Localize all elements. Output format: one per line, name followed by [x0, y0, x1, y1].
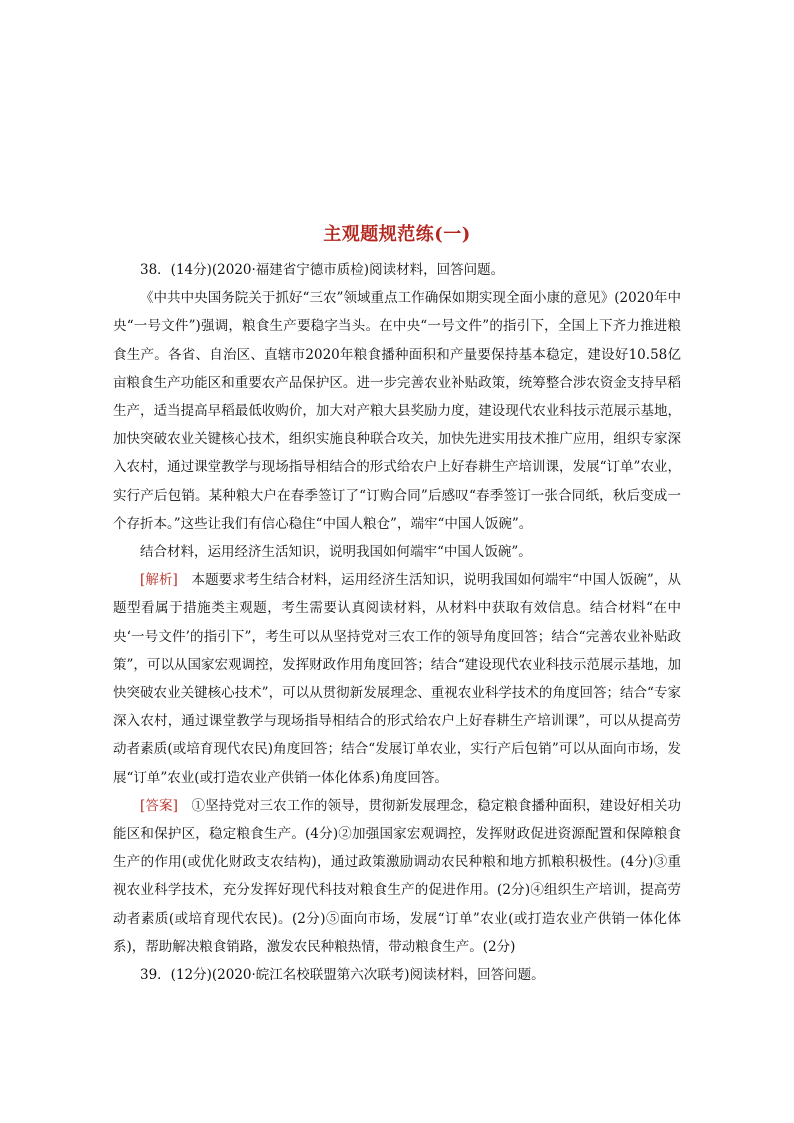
question-39-header: 39．(12分)(2020·皖江名校联盟第六次联考)阅读材料，回答问题。: [140, 967, 545, 984]
document-body: [113, 256, 681, 989]
page-title: 主观题规范练(一): [323, 224, 471, 245]
answer-paragraph: [113, 792, 681, 961]
answer-text: ①坚持党对三农工作的领导，贯彻新发展理念，稳定粮食播种面积，建设好相关功能区和保护区，稳定粮食生产。(4分)②加强国家宏观调控，发挥财政促进资源配置和保障粮食生产的作用(或优化财政支农结构)，通过政策激励调动农民种粮和地方抓粮积极性。(4分)③重视农业科学技术，充分发挥好现代科技对粮食生产的促进作用。(2分)④组织生产培训，提高劳动者素质(或培育现代农民)。(2分)⑤面向市场，发展“订单”农业(或打造农业产供销一体化体系)，帮助解决粮食销路，激发农民种粮热情，带动粮食生产。(2分): [113, 797, 682, 955]
answer-tag: [答案]: [140, 797, 178, 814]
analysis-tag: [解析]: [140, 572, 178, 589]
analysis-text: 本题要求考生结合材料，运用经济生活知识，说明我国如何端牢“中国人饭碗”，从题型看属于措施类主观题，考生需要认真阅读材料，从材料中获取有效信息。结合材料“在中央‘一号文件’的指引下”，考生可以从坚持党对三农工作的领导角度回答；结合“完善农业补贴政策”，可以从国家宏观调控，发挥财政作用角度回答；结合“建设现代农业科技示范展示基地，加快突破农业关键核心技术”，可以从贯彻新发展理念、重视农业科学技术的角度回答；结合“专家深入农村，通过课堂教学与现场指导相结合的形式给农户上好春耕生产培训课”，可以从提高劳动者素质(或培育现代农民)角度回答；结合“发展订单农业，实行产后包销”可以从面向市场，发展“订单”农业(或打造农业产供销一体化体系)角度回答。: [113, 572, 681, 786]
analysis-paragraph: [113, 566, 681, 792]
question-38-material: 《中共中央国务院关于抓好“三农”领域重点工作确保如期实现全面小康的意见》(2020年中央“一号文件”)强调，粮食生产要稳字当头。在中央“一号文件”的指引下，全国上下齐力推进粮食生产。各省、自治区、直辖市2020年粮食播种面积和产量要保持基本稳定，建设好10.58亿亩粮食生产功能区和重要农产品保护区。进一步完善农业补贴政策，统筹整合涉农资金支持早稻生产，适当提高早稻最低收购价，加大对产粮大县奖励力度，建设现代农业科技示范展示基地，加快突破农业关键核心技术，组织实施良种联合攻关，加快先进实用技术推广应用，组织专家深入农村，通过课堂教学与现场指导相结合的形式给农户上好春耕生产培训课，发展“订单”农业，实行产后包销。某种粮大户在春季签订了“订购合同”后感叹“春季签订一张合同纸，秋后变成一个存折本。”这些让我们有信心稳住“中国人粮仓”，端牢“中国人饭碗”。: [113, 290, 681, 532]
question-38-prompt: 结合材料，运用经济生活知识，说明我国如何端牢“中国人饭碗”。: [140, 544, 532, 561]
question-38-header: 38．(14分)(2020·福建省宁德市质检)阅读材料，回答问题。: [140, 262, 505, 278]
